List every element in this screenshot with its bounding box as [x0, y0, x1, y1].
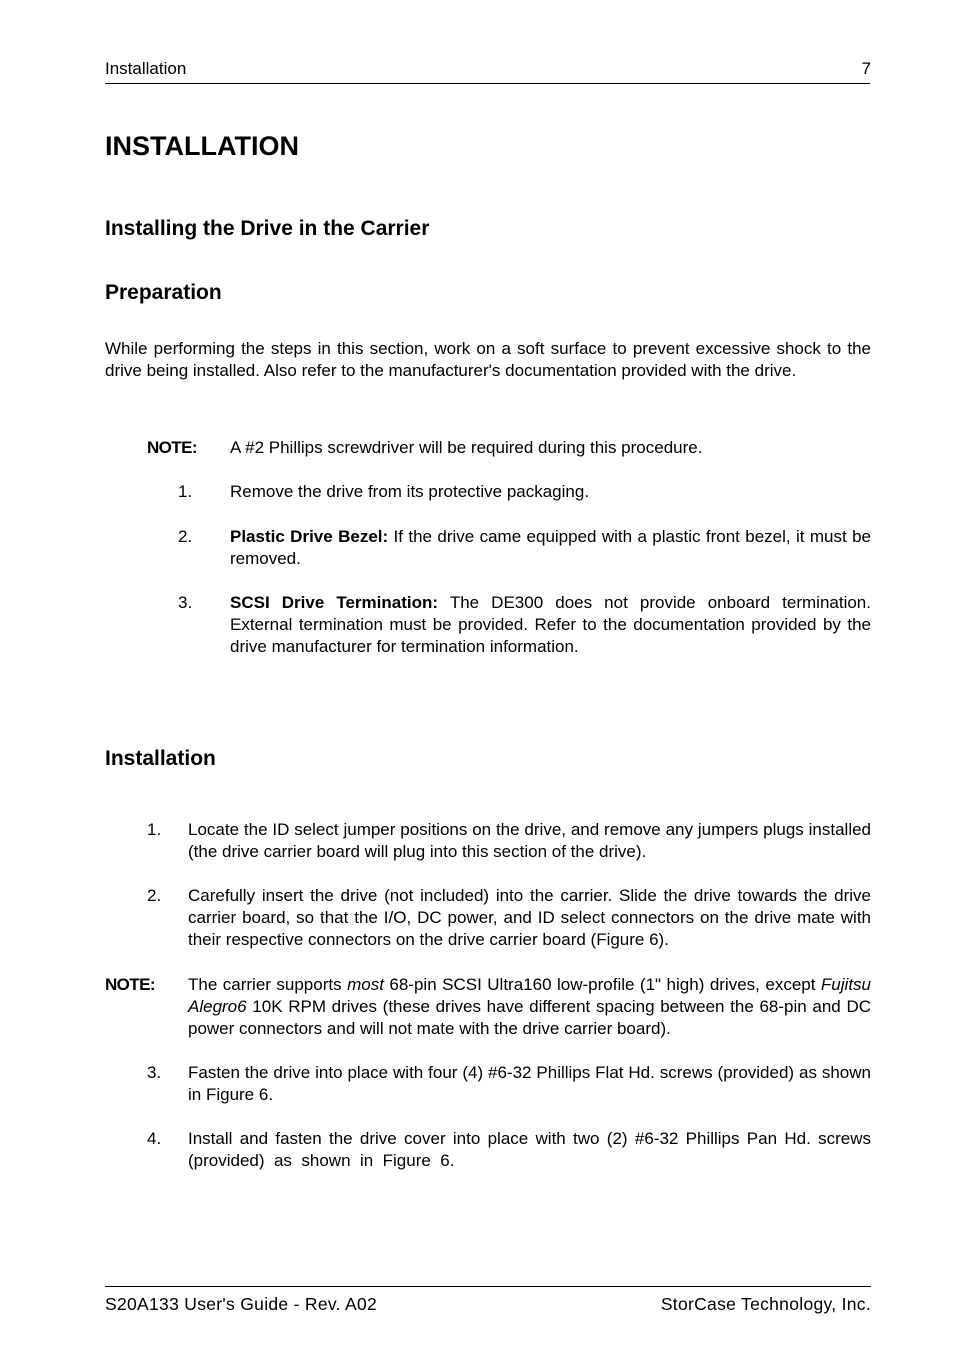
note-text: A #2 Phillips screwdriver will be required during this procedure. — [230, 438, 703, 457]
install-step-text: Carefully insert the drive (not included) into the carrier. Slide the drive towards the drive carrier board, so that the I/O, DC power, and ID select connectors on the drive mate with their respective connectors on the drive carrier board (Figure 6). — [188, 886, 871, 949]
install-note-text — [188, 974, 871, 1040]
footer-rule — [105, 1286, 871, 1287]
prep-step-bold: SCSI Drive Termination: — [230, 593, 439, 612]
section-heading-installing-drive: Installing the Drive in the Carrier — [105, 217, 430, 240]
header-rule — [105, 83, 870, 84]
install-step-text: Install and fasten the drive cover into place with two (2) #6-32 Phillips Pan Hd. screws (provided) as shown in Figure 6. — [188, 1129, 881, 1170]
prep-step-number: 3. — [178, 593, 193, 612]
preparation-heading: Preparation — [105, 281, 222, 304]
install-step-text: Locate the ID select jumper positions on the drive, and remove any jumpers plugs installed (the drive carrier board will plug into this section of the drive). — [188, 820, 871, 861]
install-note-part: 10K RPM drives (these drives have different spacing between the 68-pin and DC power connectors and will not mate with the drive carrier board). — [188, 997, 871, 1038]
installation-heading: Installation — [105, 747, 216, 770]
prep-step-text — [230, 526, 871, 570]
prep-step-body: If the drive came equipped with a plastic front bezel, it must be removed. — [230, 527, 871, 568]
install-step-number: 3. — [147, 1063, 162, 1082]
preparation-intro: While performing the steps in this section, work on a soft surface to prevent excessive shock to the drive being installed. Also refer to the manufacturer's documentation provided with the drive. — [105, 339, 871, 380]
install-note-label: NOTE: — [105, 975, 155, 994]
install-step-text: Fasten the drive into place with four (4) #6-32 Phillips Flat Hd. screws (provided) as shown in Figure 6. — [188, 1063, 871, 1104]
install-note-emphasis: most — [347, 975, 384, 994]
prep-step-body: The DE300 does not provide onboard termination. External termination must be provided. Refer to the documentation provided by the drive manufacturer for termination information. — [230, 593, 871, 656]
prep-step-text — [230, 592, 871, 658]
install-note-part: The carrier supports — [188, 975, 348, 994]
install-step-number: 1. — [147, 820, 162, 839]
install-note-part: 68-pin SCSI Ultra160 low-profile (1" high) drives, except — [383, 975, 821, 994]
page-title: INSTALLATION — [105, 131, 299, 161]
footer-left: S20A133 User's Guide - Rev. A02 — [105, 1294, 378, 1314]
install-note-emphasis: Fujitsu Alegro6 — [188, 975, 871, 1016]
footer-right: StorCase Technology, Inc. — [660, 1294, 871, 1314]
install-step-number: 2. — [147, 886, 162, 905]
install-step-number: 4. — [147, 1129, 162, 1148]
prep-step-body: Remove the drive from its protective packaging. — [230, 482, 590, 501]
prep-step-number: 2. — [178, 527, 193, 546]
running-header-title: Installation — [105, 59, 187, 78]
prep-step-text — [230, 481, 871, 503]
prep-step-bold: Plastic Drive Bezel: — [230, 527, 389, 546]
prep-step-number: 1. — [178, 482, 193, 501]
page-number: 7 — [861, 59, 871, 78]
note-label: NOTE: — [147, 438, 197, 457]
